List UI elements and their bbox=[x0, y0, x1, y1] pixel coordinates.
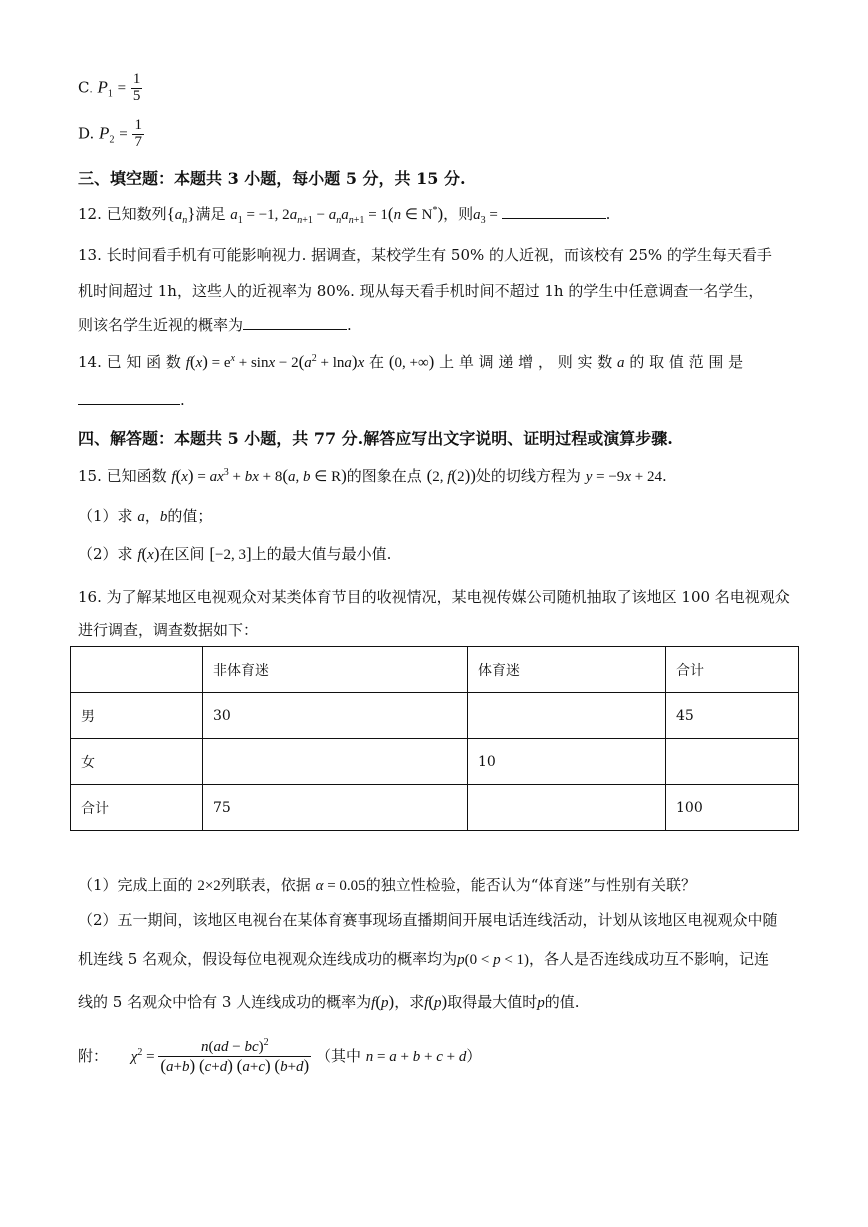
table-row bbox=[71, 785, 799, 831]
q14-suffix: 上 单 调 递 增 ， 则 实 数 bbox=[439, 353, 613, 371]
option-c-label: C bbox=[78, 78, 90, 97]
q15-part2-mid: 在区间 bbox=[159, 545, 205, 563]
table-cell: 10 bbox=[468, 739, 666, 785]
option-c-fraction bbox=[131, 72, 143, 105]
q15-part1-end: 的值； bbox=[167, 507, 213, 525]
table-cell bbox=[203, 739, 468, 785]
q16-part1-mid: 列联表，依据 bbox=[220, 876, 311, 894]
q12-mid: 满足 bbox=[195, 205, 226, 223]
q15-end: . bbox=[661, 467, 667, 485]
q16-part2-line3d: 的值. bbox=[544, 993, 580, 1011]
q13-line3-text: 则该名学生近视的概率为 bbox=[78, 316, 244, 334]
option-d: D. $P_2$ = $\frac{1}{7}$ bbox=[78, 117, 142, 150]
table-cell: 75 bbox=[203, 785, 468, 831]
table-cell: 合计 bbox=[71, 785, 203, 831]
q14-prefix: 14. 已 知 函 数 bbox=[78, 353, 181, 371]
q14-mid: 在 bbox=[369, 353, 385, 371]
q15-mid1: 的图象在点 bbox=[346, 467, 422, 485]
q15-prefix: 15. 已知函数 bbox=[78, 467, 167, 485]
table-cell: 女 bbox=[71, 739, 203, 785]
table-cell bbox=[468, 785, 666, 831]
question-15: 15. 已知函数 $f(x) = ax^3$ + bx + 8(a, b ∈ R)的图象在点 (2, f(2))处的切线方程为 y = −9x + 24. bbox=[78, 466, 667, 485]
option-d-fraction bbox=[132, 118, 144, 151]
question-16-part2-line1: （2）五一期间，该地区电视台在某体育赛事现场直播期间开展电话连线活动，计划从该地区电视观众中随 bbox=[78, 911, 778, 929]
q15-part1-label: （1）求 bbox=[78, 507, 133, 525]
q12-end: . bbox=[605, 205, 611, 223]
q14-line2end: . bbox=[180, 391, 185, 409]
option-d-den: 7 bbox=[134, 133, 142, 150]
question-16-part1: （1）完成上面的 2×2列联表，依据 α = 0.05的独立性检验，能否认为“体育迷”与性别有关联？ bbox=[78, 876, 697, 894]
table-cell: 45 bbox=[666, 693, 799, 739]
question-13-line3: 则该名学生近视的概率为 . bbox=[78, 316, 352, 334]
appendix-note-end: ） bbox=[466, 1046, 482, 1065]
table-cell bbox=[468, 693, 666, 739]
q16-part2-line3a: 线的 5 名观众中恰有 3 人连线成功的概率为 bbox=[78, 993, 372, 1011]
q16-part1-end: 的独立性检验，能否认为“体育迷”与性别有关联？ bbox=[365, 876, 697, 894]
table-cell bbox=[71, 647, 203, 693]
q12-answer-blank bbox=[502, 204, 606, 219]
table-cell: 100 bbox=[666, 785, 799, 831]
table-row bbox=[71, 647, 799, 693]
option-d-label: D. bbox=[78, 124, 95, 143]
question-16-part2-line3: 线的 5 名观众中恰有 3 人连线成功的概率为f(p)，求f(p)取得最大值时p的值. bbox=[78, 992, 580, 1011]
table-row bbox=[71, 739, 799, 785]
question-14-line2 bbox=[78, 390, 185, 409]
table-cell: 体育迷 bbox=[468, 647, 666, 693]
appendix-formula: 附： $\chi^2$ = $\frac{n(ad - bc)^2}{(a+b) (c+d) (a+c) (b+d)}$ （其中 n = a + b + c + d） bbox=[78, 1037, 482, 1075]
q15-part2-label: （2）求 bbox=[78, 545, 133, 563]
table-row bbox=[71, 693, 799, 739]
q12-prefix: 12. 已知数列 bbox=[78, 205, 167, 223]
question-16-line2: 进行调查，调查数据如下： bbox=[78, 621, 259, 639]
option-d-sub: 2 bbox=[109, 134, 115, 146]
q14-answer-blank bbox=[78, 390, 180, 405]
question-16-part2-line2: 机连线 5 名观众，假设每位电视观众连线成功的概率均为p(0 < p < 1)，各人是否连线成功互不影响，记连 bbox=[78, 950, 770, 968]
q12-suffix: ，则 bbox=[443, 205, 474, 223]
appendix-note: （其中 bbox=[316, 1046, 362, 1065]
question-12: 12. 已知数列$\{a_n\}$满足 $a_1 = -1$, $2a_{n+1} - a_na_{n+1} = 1(n$ ∈ N*)，则$a_3$ = . bbox=[78, 204, 611, 226]
question-14: 14. 已 知 函 数 $f(x) = e^x + \sin x - 2(a^2 + \ln a)x$ 在 (0, +∞) 上 单 调 递 增 ， 则 实 数 a 的 取 值 范 围 是 bbox=[78, 352, 744, 371]
contingency-table bbox=[70, 646, 799, 831]
q14-end: 的 取 值 范 围 是 bbox=[629, 353, 744, 371]
option-c-var: P bbox=[97, 77, 108, 97]
q16-part2-line3b: ，求 bbox=[394, 993, 425, 1011]
question-16-line1: 16. 为了解某地区电视观众对某类体育节目的收视情况，某电视传媒公司随机抽取了该地区 100 名电视观众 bbox=[78, 588, 790, 606]
table-cell: 男 bbox=[71, 693, 203, 739]
option-d-num: 1 bbox=[134, 117, 142, 133]
table-cell bbox=[666, 739, 799, 785]
q13-answer-blank bbox=[243, 315, 347, 330]
question-13-line2: 机时间超过 1h，这些人的近视率为 80%. 现从每天看手机时间不超过 1h 的学生中任意调查一名学生， bbox=[78, 282, 764, 300]
q16-part1-prefix: （1）完成上面的 bbox=[78, 876, 193, 894]
chi-square-fraction: $\frac{n(ad - bc)^2}{(a+b) (c+d) (a+c) (b+d)}$ bbox=[160, 1037, 310, 1075]
section-4-heading: 四、解答题：本题共 5 小题，共 77 分.解答应写出文字说明、证明过程或演算步骤. bbox=[78, 429, 673, 448]
option-c-sub: 1 bbox=[107, 88, 113, 100]
option-c-num: 1 bbox=[132, 71, 141, 87]
option-d-var: P bbox=[99, 123, 110, 143]
question-15-part2: （2）求 f(x)在区间 [−2, 3]上的最大值与最小值. bbox=[78, 544, 392, 563]
option-c: C. $P_1$ = $\frac{1}{5}$ bbox=[78, 71, 141, 104]
q16-part2-line3c: 取得最大值时 bbox=[447, 993, 538, 1011]
q15-part2-end: 上的最大值与最小值. bbox=[251, 545, 392, 563]
appendix-label: 附： bbox=[78, 1046, 109, 1065]
table-cell: 非体育迷 bbox=[203, 647, 468, 693]
section-3-heading: 三、填空题：本题共 3 小题，每小题 5 分，共 15 分. bbox=[78, 169, 466, 188]
option-c-dot: . bbox=[89, 84, 93, 96]
option-c-den: 5 bbox=[132, 87, 141, 104]
question-15-part1: （1）求 a，b的值； bbox=[78, 507, 213, 525]
q16-part2-line2a: 机连线 5 名观众，假设每位电视观众连线成功的概率均为 bbox=[78, 950, 458, 968]
q15-mid2: 处的切线方程为 bbox=[475, 467, 581, 485]
q16-part2-line2b: ，各人是否连线成功互不影响，记连 bbox=[529, 950, 770, 968]
question-13-line1: 13. 长时间看手机有可能影响视力. 据调查，某校学生有 50% 的人近视，而该校有 25% 的学生每天看手 bbox=[78, 246, 772, 264]
table-cell: 合计 bbox=[666, 647, 799, 693]
table-cell: 30 bbox=[203, 693, 468, 739]
